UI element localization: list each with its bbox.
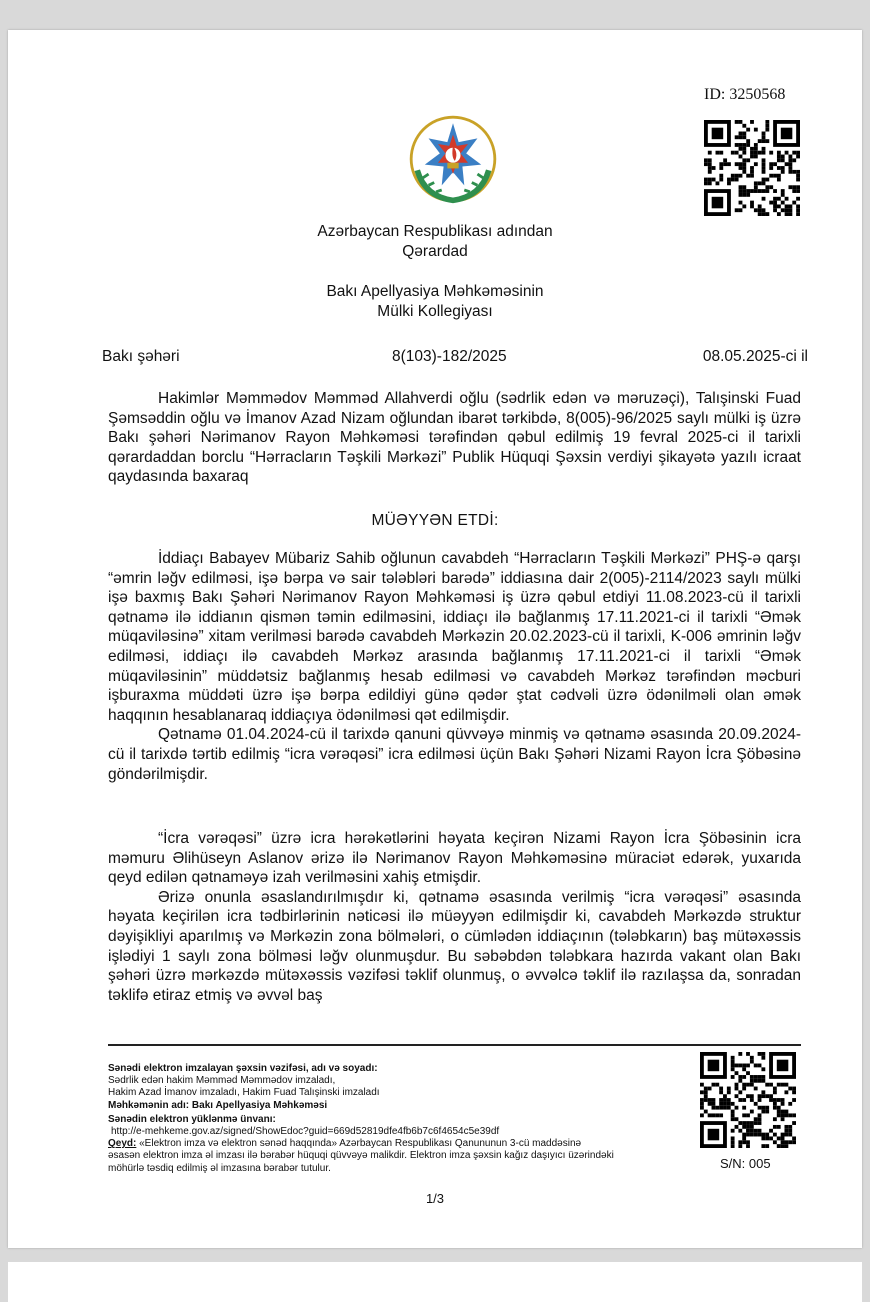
court-collegium: Mülki Kollegiyası <box>377 303 493 320</box>
note-text: möhürlə təsdiq edilmiş əl imzasına bərabər tutulur. <box>108 1162 331 1174</box>
city: Bakı şəhəri <box>102 348 180 365</box>
decision-date: 08.05.2025-ci il <box>702 348 808 365</box>
court-name: Bakı Apellyasiya Məhkəməsinin <box>326 283 544 300</box>
signature-footer <box>108 1063 698 1175</box>
qr-code-icon[interactable] <box>704 120 800 216</box>
state-emblem-icon <box>406 112 500 206</box>
page-number: 1/3 <box>425 1191 445 1206</box>
body-paragraph: Ərizə onunla əsaslandırılmışdır ki, qətnamə əsasında verilmiş “icra vərəqəsi” əsasında həyata keçirilən icra tədbirlərinin nəticəsi ilə müəyyən edilmişdir ki, cavabdeh Mərkəzdə struktur dəyişikliyi aparılmış və Mərkəzin zona bölmələri, o cümlədən iddiaçının (tələbkarın) baş mütəxəssis işlədiyi 1 saylı zona bölməsi ləğv olunmuşdur. Bu səbəbdən tələbkara hazırda vakant olan Bakı şəhəri üzrə mərkəzdə mütəxəssis vəzifəsi təklif olunmuş, o əvvəlcə təklif ilə razılaşsa da, sonradan təklifə etiraz etmiş və əvvəl baş <box>108 888 801 1004</box>
document-type: Qərardad <box>402 243 468 260</box>
signer-line: Hakim Azad İmanov imzaladı, Hakim Fuad Talışinski imzaladı <box>108 1087 380 1099</box>
footer-divider <box>108 1044 801 1046</box>
court-label: Məhkəmənin adı: <box>108 1099 190 1111</box>
header-line-1: Azərbaycan Respublikası adından <box>317 223 553 240</box>
note-text: «Elektron imza və elektron sənəd haqqında» Azərbaycan Respublikası Qanununun 3-cü maddəsinə <box>139 1138 582 1150</box>
document-url[interactable]: http://e-mehkeme.gov.az/signed/ShowEdoc?guid=669d52819dfe4fb6b7c6f4654c5e39df <box>111 1126 500 1138</box>
note-text: əsasən elektron imza əl imzası ilə bərabər hüquqi qüvvəyə malikdir. Elektron imza şəxsin kağız daşıyıcı üzərindəki <box>108 1150 614 1162</box>
body-paragraph: “İcra vərəqəsi” üzrə icra hərəkətlərini həyata keçirən Nizami Rayon İcra Şöbəsinin icra məmuru Əlihüseyn Aslanov ərizə ilə Nərimanov Rayon Məhkəməsinə müraciət edərək, yuxarıda qeyd edilən qətnaməyə izah verilməsini xahiş etmişdir. <box>108 830 801 887</box>
case-number: 8(103)-182/2025 <box>392 348 507 365</box>
body-paragraph: Qətnamə 01.04.2024-cü il tarixdə qanuni qüvvəyə minmiş və qətnamə əsasında 20.09.2024-cü il tarixdə tərtib edilmiş “icra vərəqəsi” icra edilməsi üçün Bakı Şəhəri Nizami Rayon İcra Şöbəsinə göndərilmişdir. <box>108 726 801 783</box>
note-label: Qeyd: <box>108 1138 137 1150</box>
body-paragraph: İddiaçı Babayev Mübariz Sahib oğlunun cavabdeh “Hərracların Təşkili Mərkəzi” PHŞ-ə qarşı “əmrin ləğv edilməsi, işə bərpa və sair tələbləri barədə” iddiasına dair 2(005)-2114/2023 saylı mülki işə baxmış Bakı Şəhəri Nərimanov Rayon Məhkəməsi iş üzrə qəbul etdiyi 11.08.2023-cü il tarixli qətnamə ilə iddianın qismən təmin edilməsini, iddiaçı ilə bağlanmış 17.11.2021-ci il tarixli “Əmək müqaviləsinə” xitam verilməsi barədə cavabdeh Mərkəzin 20.02.2023-cü il tarixli, K-006 əmrinin ləğv edilməsi, iddiaçı ilə cavabdeh Mərkəz arasında bağlanmış 17.11.2021-ci il tarixli “Əmək müqaviləsinin” müddətsiz bağlanmış hesab edilməsi və cavabdeh Mərkəz tərəfindən məcburi işburaxma müddəti üzrə işə bərpa edildiyi günə qədər ştat cədvəli üzrə ödənilməli olan əmək haqqının hesablanaraq iddiaçıya ödənilməsi qət edilmişdir. <box>108 550 801 724</box>
serial-number: S/N: 005 <box>720 1156 771 1171</box>
section-heading: MÜƏYYƏN ETDİ: <box>371 512 499 529</box>
document-page-2-edge <box>8 1262 862 1302</box>
body-block-2 <box>108 829 801 1005</box>
body-block-1 <box>108 549 801 784</box>
url-label: Sənədin elektron yüklənmə ünvanı: <box>108 1113 276 1125</box>
signer-title: Sənədi elektron imzalayan şəxsin vəzifəsi, adı və soyadı: <box>108 1063 378 1074</box>
intro-text: Hakimlər Məmmədov Məmməd Allahverdi oğlu (sədrlik edən və məruzəçi), Talışinski Fuad Şəmsəddin oğlu və İmanov Azad Nizam oğlundan ibarət tərkibdə, 8(005)-96/2025 saylı mülki iş üzrə Bakı şəhəri Nərimanov Rayon Məhkəməsi tərəfindən qəbul edilmiş 19 fevral 2025-ci il tarixli qərardaddan borclu “Hərracların Təşkili Mərkəzi” Publik Hüquqi Şəxsin verdiyi şikayətə yazılı icraat qaydasında baxaraq <box>108 390 801 486</box>
intro-paragraph <box>108 389 801 487</box>
qr-code-icon[interactable] <box>700 1052 796 1148</box>
signer-line: Sədrlik edən hakim Məmməd Məmmədov imzaladı, <box>108 1075 336 1087</box>
document-id: ID: 3250568 <box>704 86 786 103</box>
court-value: Bakı Apellyasiya Məhkəməsi <box>191 1099 328 1111</box>
